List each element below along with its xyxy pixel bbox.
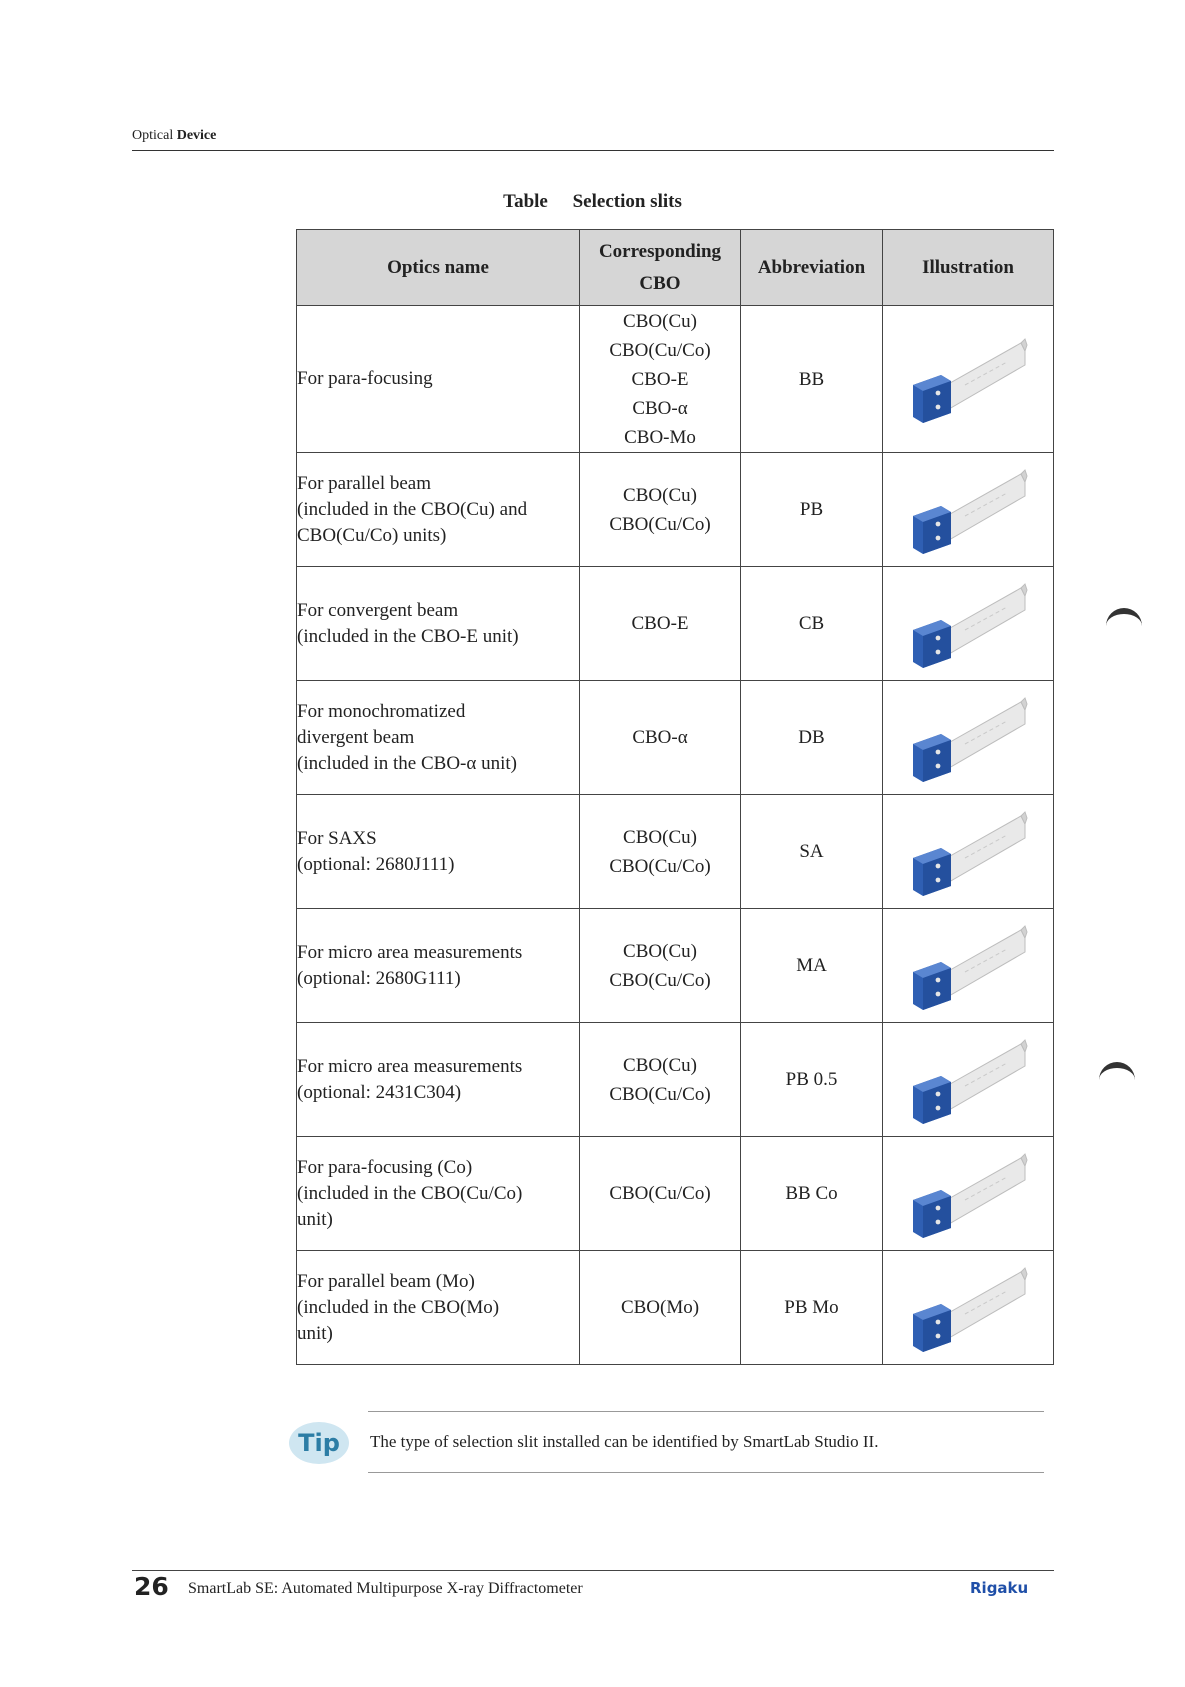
- selection-slit-icon: [903, 1144, 1033, 1244]
- cbo-line: CBO(Cu): [623, 484, 697, 506]
- header-corresponding-cbo-text: Corresponding CBO: [598, 240, 722, 294]
- table-row: [297, 306, 1054, 453]
- optics-name-cell: [297, 567, 580, 681]
- tip-text: The type of selection slit installed can be identified by SmartLab Studio II.: [370, 1432, 879, 1451]
- header-abbreviation: Abbreviation: [741, 230, 883, 306]
- cbo-line: CBO(Cu/Co): [609, 1083, 711, 1105]
- optics-name-cell: [297, 909, 580, 1023]
- table-row: [297, 1023, 1054, 1137]
- optics-name-line: For convergent beam: [297, 599, 459, 621]
- cbo-line: CBO-α: [632, 727, 688, 748]
- optics-name-line: For parallel beam: [297, 472, 432, 494]
- optics-name-line: (included in the CBO(Cu) and: [297, 498, 528, 520]
- optics-name-cell: [297, 1251, 580, 1365]
- illustration-cell: [883, 453, 1054, 567]
- optics-name-line: For SAXS: [297, 827, 377, 849]
- optics-name-line: divergent beam: [297, 726, 415, 748]
- cbo-line: CBO-Mo: [624, 426, 696, 448]
- tip-rule-top: [368, 1411, 1044, 1412]
- selection-slit-icon: [903, 1030, 1033, 1130]
- table-row: [297, 1251, 1054, 1365]
- cbo-line: CBO(Cu/Co): [609, 1183, 711, 1204]
- header-section: Optical: [132, 128, 174, 143]
- optics-name-line: (optional: 2431C304): [297, 1081, 462, 1103]
- selection-slit-icon: [903, 802, 1033, 902]
- corresponding-cbo-cell: [580, 1251, 741, 1365]
- header-rule: [132, 150, 1054, 151]
- tip-badge: Tip: [289, 1422, 349, 1464]
- illustration-cell: [883, 1251, 1054, 1365]
- cbo-line: CBO-α: [632, 397, 688, 419]
- table-row: [297, 909, 1054, 1023]
- optics-name-cell: [297, 306, 580, 453]
- cbo-line: CBO(Cu): [623, 1054, 697, 1076]
- optics-name-line: (included in the CBO-E unit): [297, 625, 519, 647]
- table-row: [297, 1137, 1054, 1251]
- selection-slit-icon: [903, 460, 1033, 560]
- cbo-line: CBO-E: [631, 613, 689, 634]
- optics-name-line: For para-focusing: [297, 368, 433, 389]
- illustration-cell: [883, 909, 1054, 1023]
- table-header-row: [297, 230, 1054, 306]
- corresponding-cbo-cell: [580, 909, 741, 1023]
- optics-name-line: (included in the CBO-α unit): [297, 752, 517, 774]
- cbo-line: CBO(Mo): [620, 1297, 700, 1318]
- optics-name-line: For para-focusing (Co): [297, 1156, 473, 1178]
- selection-slit-icon: [903, 916, 1033, 1016]
- illustration-cell: [883, 306, 1054, 453]
- page-number: 26: [134, 1572, 169, 1601]
- illustration-cell: [883, 681, 1054, 795]
- abbreviation-cell: MA: [741, 909, 883, 1023]
- illustration-cell: [883, 1137, 1054, 1251]
- abbreviation-cell: DB: [741, 681, 883, 795]
- abbreviation-cell: PB 0.5: [741, 1023, 883, 1137]
- cbo-line: CBO(Cu): [623, 940, 697, 962]
- optics-name-cell: [297, 795, 580, 909]
- selection-slit-icon: [903, 329, 1033, 429]
- selection-slit-icon: [903, 574, 1033, 674]
- cbo-line: CBO(Cu/Co): [609, 855, 711, 877]
- optics-name-line: (optional: 2680J111): [297, 853, 455, 875]
- illustration-cell: [883, 567, 1054, 681]
- corresponding-cbo-cell: [580, 795, 741, 909]
- table-caption: [0, 191, 1185, 213]
- abbreviation-cell: PB: [741, 453, 883, 567]
- cbo-line: CBO(Cu): [623, 310, 697, 332]
- abbreviation-cell: CB: [741, 567, 883, 681]
- illustration-cell: [883, 1023, 1054, 1137]
- footer-title: SmartLab SE: Automated Multipurpose X-ray Diffractometer: [188, 1580, 583, 1597]
- corresponding-cbo-cell: [580, 567, 741, 681]
- corresponding-cbo-cell: [580, 681, 741, 795]
- corresponding-cbo-cell: [580, 306, 741, 453]
- corresponding-cbo-cell: [580, 453, 741, 567]
- table-row: [297, 681, 1054, 795]
- optics-name-cell: [297, 1137, 580, 1251]
- optics-name-line: unit): [297, 1322, 333, 1344]
- caption-title: Selection slits: [572, 191, 682, 212]
- table-row: [297, 453, 1054, 567]
- header-section-bold: Device: [176, 128, 217, 143]
- optics-name-line: For parallel beam (Mo): [297, 1270, 475, 1292]
- optics-name-line: For monochromatized: [297, 700, 466, 722]
- optics-name-cell: [297, 1023, 580, 1137]
- abbreviation-cell: PB Mo: [741, 1251, 883, 1365]
- selection-slit-icon: [903, 1258, 1033, 1358]
- header-optics-name: Optics name: [297, 230, 580, 306]
- optics-name-line: For micro area measurements: [297, 941, 523, 963]
- selection-slits-table: [296, 229, 1054, 1365]
- optics-name-cell: [297, 453, 580, 567]
- optics-name-line: (included in the CBO(Cu/Co): [297, 1182, 523, 1204]
- cbo-line: CBO(Cu/Co): [609, 513, 711, 535]
- selection-slit-icon: [903, 688, 1033, 788]
- cbo-line: CBO(Cu/Co): [609, 969, 711, 991]
- tip-rule-bottom: [368, 1472, 1044, 1473]
- optics-name-cell: [297, 681, 580, 795]
- cbo-line: CBO-E: [631, 368, 689, 390]
- optics-name-line: CBO(Cu/Co) units): [297, 524, 447, 546]
- corresponding-cbo-cell: [580, 1023, 741, 1137]
- optics-name-line: (optional: 2680G111): [297, 967, 461, 989]
- table-row: [297, 795, 1054, 909]
- optics-name-line: For micro area measurements: [297, 1055, 523, 1077]
- corresponding-cbo-cell: [580, 1137, 741, 1251]
- table-row: [297, 567, 1054, 681]
- abbreviation-cell: BB: [741, 306, 883, 453]
- rigaku-logo: Rigaku: [970, 1579, 1029, 1597]
- cbo-line: CBO(Cu): [623, 826, 697, 848]
- header-corresponding-cbo: [580, 230, 741, 306]
- abbreviation-cell: BB Co: [741, 1137, 883, 1251]
- binder-mark-icon: [1099, 1062, 1135, 1086]
- optics-name-line: (included in the CBO(Mo): [297, 1296, 500, 1318]
- optics-name-line: unit): [297, 1208, 333, 1230]
- running-header: [132, 128, 1054, 144]
- footer-rule: [132, 1570, 1054, 1571]
- abbreviation-cell: SA: [741, 795, 883, 909]
- illustration-cell: [883, 795, 1054, 909]
- binder-mark-icon: [1106, 608, 1142, 632]
- caption-label: Table: [503, 191, 548, 212]
- cbo-line: CBO(Cu/Co): [609, 339, 711, 361]
- header-illustration: Illustration: [883, 230, 1054, 306]
